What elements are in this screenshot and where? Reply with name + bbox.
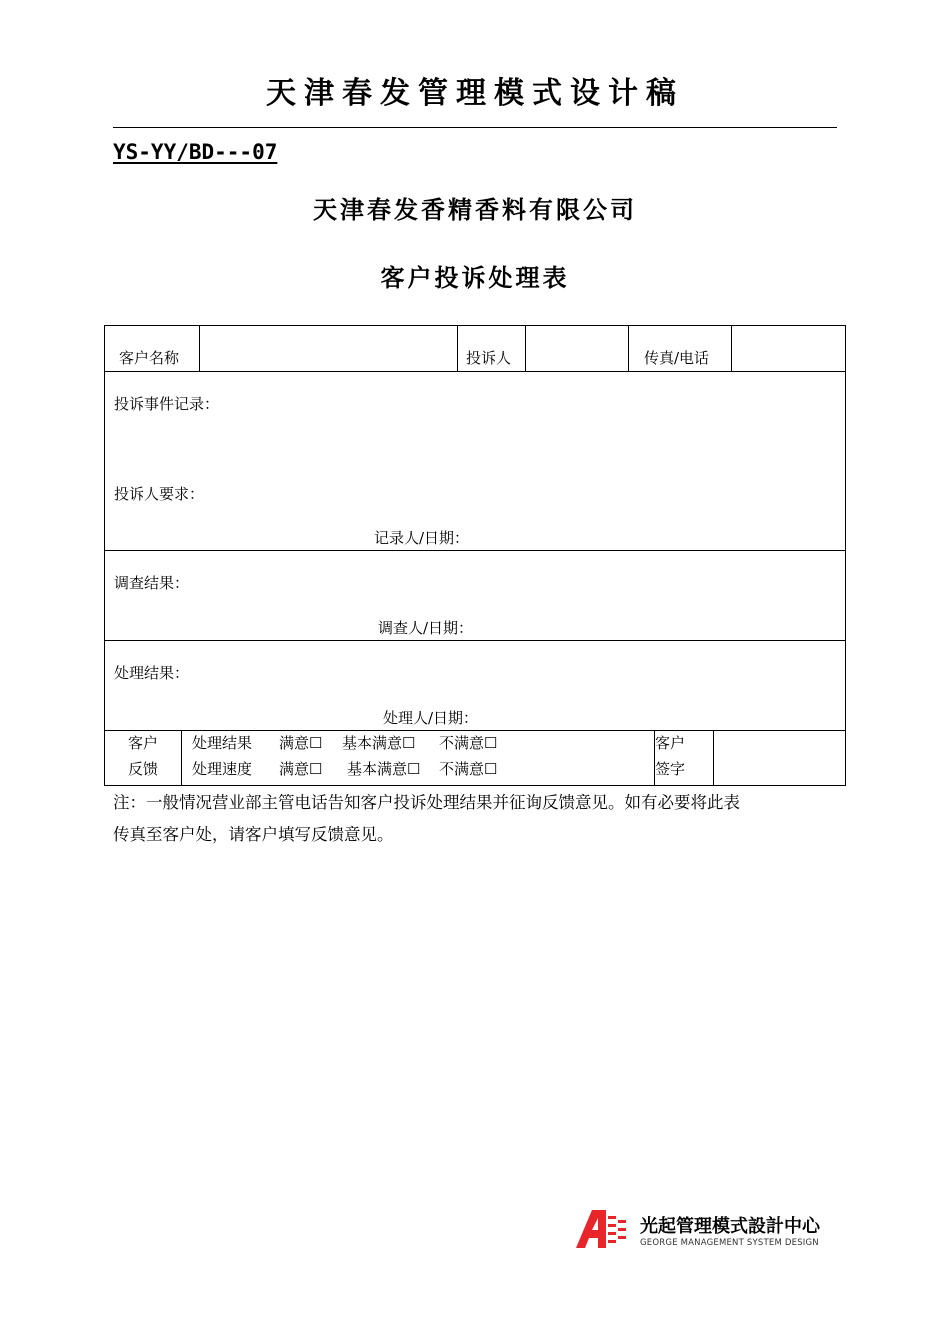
speed-satisfied-checkbox[interactable]: 满意☐	[279, 760, 323, 778]
result-rating-label: 处理结果	[192, 734, 253, 752]
complaint-record-label: 投诉事件记录：	[114, 395, 220, 413]
logo-mark-icon	[576, 1210, 634, 1250]
header-divider	[113, 127, 837, 128]
feedback-label-line2: 反馈	[128, 760, 159, 778]
form-title: 客户投诉处理表	[380, 264, 570, 292]
footnote-line2: 传真至客户处，请客户填写反馈意见。	[113, 825, 394, 844]
speed-unsatisfied-checkbox[interactable]: 不满意☐	[439, 760, 498, 778]
investigation-result-field[interactable]	[106, 594, 844, 614]
logo-subtitle: GEORGE MANAGEMENT SYSTEM DESIGN	[640, 1238, 819, 1248]
customer-name-field[interactable]	[200, 327, 456, 370]
fax-phone-label: 传真/电话	[644, 349, 710, 367]
col-divider	[181, 730, 182, 786]
complainant-request-label: 投诉人要求：	[114, 485, 205, 503]
complaint-form-table	[104, 325, 846, 786]
result-unsatisfied-checkbox[interactable]: 不满意☐	[439, 734, 498, 752]
feedback-label-line1: 客户	[128, 734, 159, 752]
speed-rating-label: 处理速度	[192, 760, 253, 778]
handling-result-label: 处理结果：	[114, 664, 190, 682]
document-code: YS-YY/BD---07	[113, 140, 278, 164]
recorder-date-label: 记录人/日期：	[374, 529, 470, 547]
footnote-line1: 注：一般情况营业部主管电话告知客户投诉处理结果并征询反馈意见。如有必要将此表	[113, 793, 740, 812]
complainant-field[interactable]	[526, 327, 627, 370]
complaint-record-field[interactable]	[106, 416, 844, 476]
handling-result-field[interactable]	[106, 684, 844, 704]
signature-label-line1: 客户	[655, 734, 686, 752]
company-logo	[576, 1208, 838, 1252]
result-basically-satisfied-checkbox[interactable]: 基本满意☐	[342, 734, 416, 752]
row-divider	[105, 550, 845, 551]
footnote	[113, 787, 843, 851]
speed-basically-satisfied-checkbox[interactable]: 基本满意☐	[347, 760, 421, 778]
complainant-label: 投诉人	[466, 349, 512, 367]
signature-label-line2: 签字	[655, 760, 686, 778]
row-divider	[105, 640, 845, 641]
result-satisfied-checkbox[interactable]: 满意☐	[279, 734, 323, 752]
investigator-date-label: 调查人/日期：	[378, 619, 474, 637]
investigation-result-label: 调查结果：	[114, 574, 190, 592]
customer-signature-field[interactable]	[714, 731, 844, 785]
col-divider	[457, 326, 458, 371]
document-header-title: 天津春发管理模式设计稿	[266, 76, 684, 111]
col-divider	[628, 326, 629, 371]
row-divider	[105, 371, 845, 372]
handler-date-label: 处理人/日期：	[383, 709, 479, 727]
fax-phone-field[interactable]	[732, 327, 844, 370]
company-name: 天津春发香精香料有限公司	[313, 196, 637, 224]
customer-name-label: 客户名称	[119, 349, 180, 367]
logo-name: 光起管理模式設計中心	[640, 1216, 820, 1237]
